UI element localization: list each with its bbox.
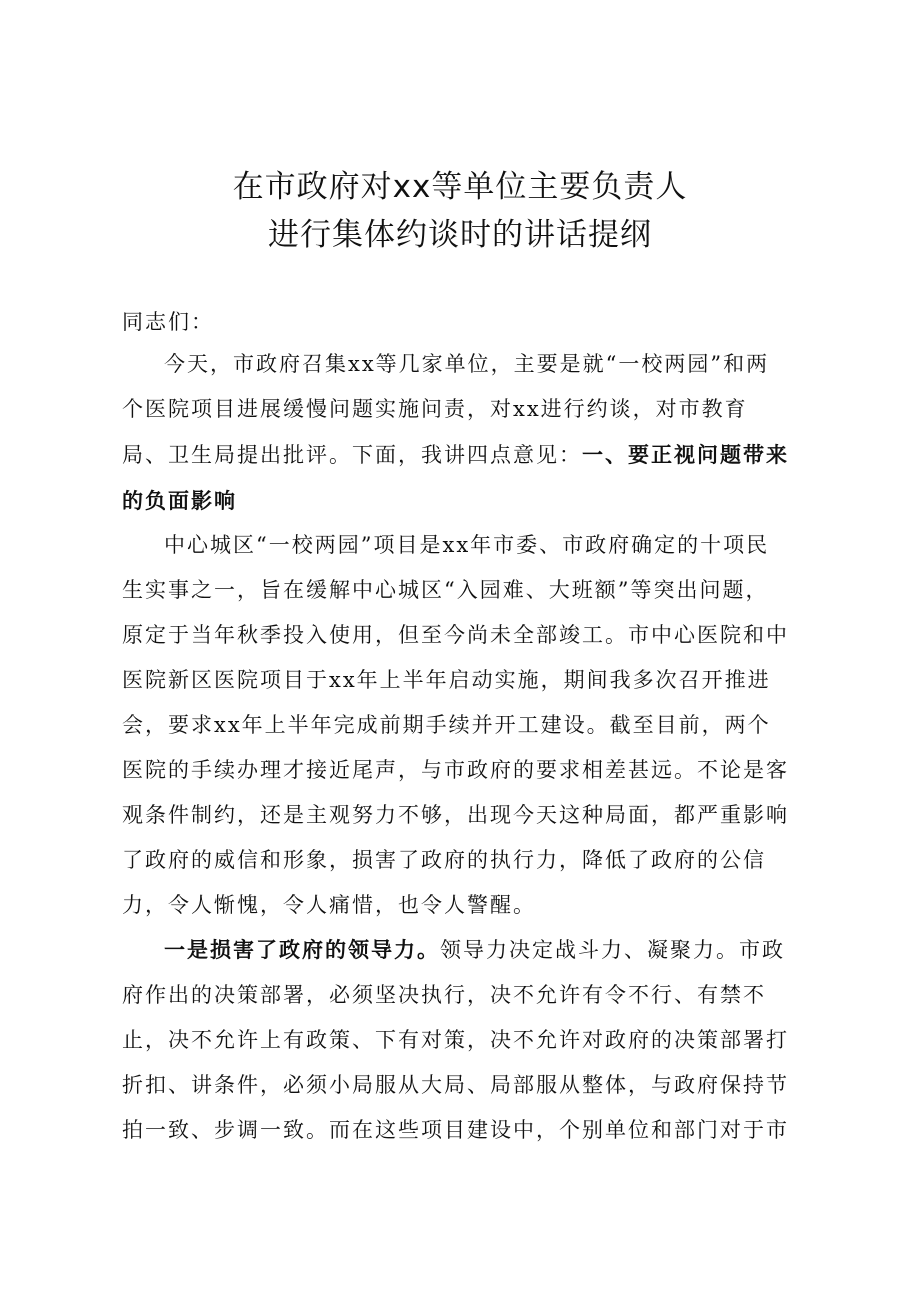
paragraph-1 <box>122 342 802 523</box>
paragraph-line: 医院的手续办理才接近尾声，与市政府的要求相差甚远。不论是客 <box>122 758 789 782</box>
paragraph-line: 府作出的决策部署，必须坚决执行，决不允许有令不行、有禁不 <box>122 983 766 1007</box>
paragraph-2 <box>122 523 802 928</box>
paragraph-line: 折扣、讲条件，必须小局服从大局、局部服从整体，与政府保持节 <box>122 1073 789 1097</box>
paragraph-line: 中心城区“一校两园”项目是xx年市委、市政府确定的十项民 <box>164 533 770 557</box>
document-title-line-1: 在市政府对xx等单位主要负责人 <box>232 169 688 205</box>
section-heading-1-end: 的负面影响 <box>122 488 237 513</box>
paragraph-3 <box>122 927 802 1153</box>
paragraph-line <box>122 432 802 478</box>
paragraph-line-text: 局、卫生局提出批评。下面，我讲四点意见： <box>122 443 582 467</box>
paragraph-line: 止，决不允许上有政策、下有对策，决不允许对政府的决策部署打 <box>122 1028 789 1052</box>
document-title-line-2: 进行集体约谈时的讲话提纲 <box>268 217 652 253</box>
paragraph-line-text: 领导力决定战斗力、凝聚力。市政 <box>440 938 785 962</box>
paragraph-line: 观条件制约，还是主观努力不够，出现今天这种局面，都严重影响 <box>122 803 789 827</box>
paragraph-line: 个医院项目进展缓慢问题实施问责，对xx进行约谈，对市教育 <box>122 397 748 421</box>
paragraph-line: 医院新区医院项目于xx年上半年启动实施，期间我多次召开推进 <box>122 668 771 692</box>
paragraph-line: 今天，市政府召集xx等几家单位，主要是就“一校两园”和两 <box>164 352 770 376</box>
paragraph-line: 生实事之一，旨在缓解中心城区“入园难、大班额”等突出问题， <box>122 578 769 602</box>
point-heading-1: 一是损害了政府的领导力。 <box>164 937 440 962</box>
paragraph-line: 力，令人惭愧，令人痛惜，也令人警醒。 <box>122 893 536 917</box>
greeting: 同志们： <box>122 310 214 334</box>
paragraph-line: 拍一致、步调一致。而在这些项目建设中，个别单位和部门对于市 <box>122 1118 789 1142</box>
paragraph-line: 原定于当年秋季投入使用，但至今尚未全部竣工。市中心医院和中 <box>122 623 789 647</box>
paragraph-line: 会，要求xx年上半年完成前期手续并开工建设。截至目前，两个 <box>122 713 771 737</box>
section-heading-1-start: 一、要正视问题带来 <box>582 442 789 467</box>
paragraph-line <box>122 927 802 973</box>
paragraph-line: 了政府的威信和形象，损害了政府的执行力，降低了政府的公信 <box>122 848 766 872</box>
